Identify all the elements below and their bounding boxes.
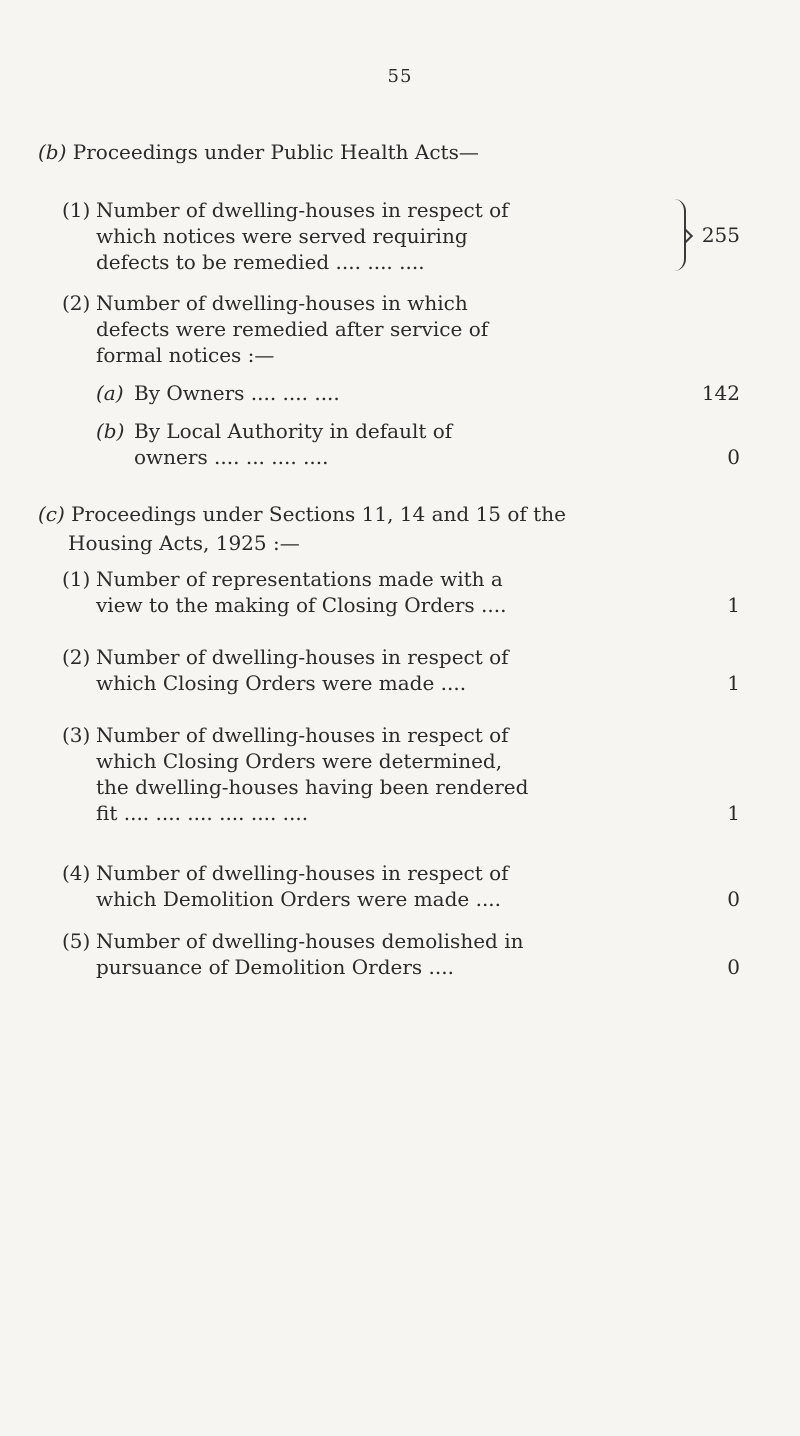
item-line: which Closing Orders were made .... [96,671,467,695]
section-c-item-5 [62,928,523,980]
item-line: the dwelling-houses having been rendered [96,775,529,799]
item-line: defects were remedied after service of [96,317,489,341]
item-line: which notices were served requiring [96,224,468,248]
item-line: Number of dwelling-houses demolished in [96,929,524,953]
item-label: (1) [62,198,91,222]
item-label: (3) [62,723,91,747]
item-line: fit .... .... .... .... .... .... [96,801,309,825]
item-line: Number of representations made with a [96,567,503,591]
section-b-label: (b) [38,140,67,164]
section-c-item-1 [62,566,506,618]
item-label: (a) [96,381,124,405]
item-line: Number of dwelling-houses in respect of [96,723,509,747]
section-c-item-4 [62,860,509,912]
item-line: view to the making of Closing Orders .... [96,593,507,617]
item-line: By Local Authority in default of [134,419,453,443]
item-value: 255 [701,223,740,247]
item-line: Number of dwelling-houses in respect of [96,645,509,669]
item-line: Number of dwelling-houses in respect of [96,198,509,222]
item-line: defects to be remedied .... .... .... [96,250,425,274]
item-line: By Owners .... .... .... [134,381,340,405]
item-line: which Closing Orders were determined, [96,749,503,773]
section-b-item-1 [62,197,509,275]
item-value: 1 [727,593,740,617]
item-value: 1 [727,801,740,825]
item-label: (2) [62,645,91,669]
section-c-heading: Housing Acts, 1925 :— [68,531,300,555]
item-value: 0 [727,887,740,911]
section-c-heading-row [38,500,566,558]
item-value: 1 [727,671,740,695]
section-c-item-3 [62,722,528,826]
section-b-heading: Proceedings under Public Health Acts— [72,140,479,164]
page-number: 55 [387,66,413,87]
item-line: owners .... ... .... .... [134,445,329,469]
item-value: 142 [701,381,740,405]
section-b-heading-row [38,138,479,167]
item-label: (4) [62,861,91,885]
item-value: 0 [727,955,740,979]
item-line: formal notices :— [96,343,275,367]
section-c-label: (c) [38,502,65,526]
section-b-item-2a [96,380,340,406]
section-b-item-2b [96,418,452,470]
item-line: Number of dwelling-houses in respect of [96,861,509,885]
section-c-item-2 [62,644,509,696]
item-line: Number of dwelling-houses in which [96,291,468,315]
item-value: 0 [727,445,740,469]
item-line: pursuance of Demolition Orders .... [96,955,454,979]
section-b-item-2 [62,290,488,368]
item-line: which Demolition Orders were made .... [96,887,502,911]
item-label: (1) [62,567,91,591]
section-c-heading: Proceedings under Sections 11, 14 and 15 of the [71,502,566,526]
item-label: (5) [62,929,91,953]
item-label: (b) [96,419,125,443]
item-label: (2) [62,291,91,315]
